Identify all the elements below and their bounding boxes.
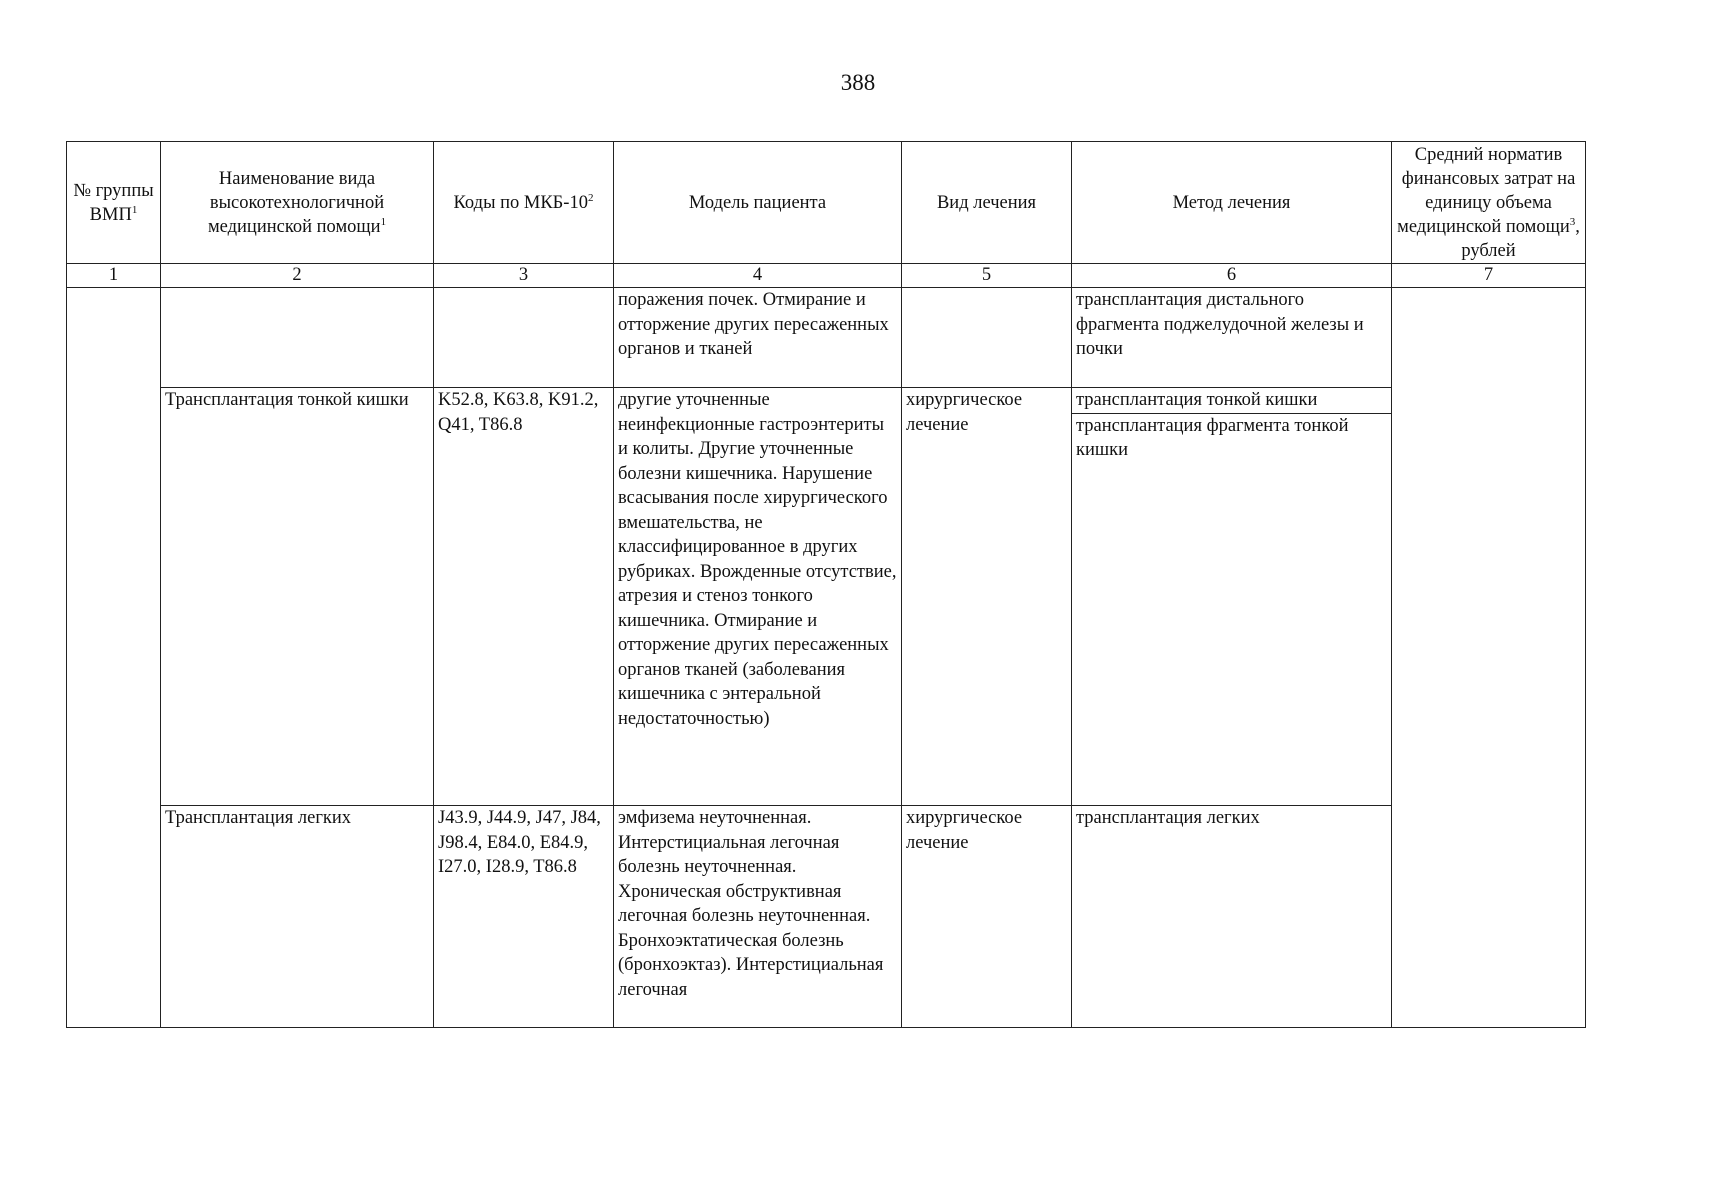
column-number: 4 [614,264,902,288]
treatment-method-cell [1072,388,1392,806]
care-type-name-cell [161,288,434,388]
treatment-method: трансплантация тонкой кишки [1076,390,1318,410]
column-number: 2 [161,264,434,288]
treatment-type-cell: хирургическое лечение [902,806,1072,1028]
group-number-cell [67,288,161,1028]
header-cost-standard: Средний норматив финансовых затрат на единицу объема медицинской помощи$^3$, рублей [1392,142,1586,264]
patient-model-cell: эмфизема неуточненная. Интерстициальная легочная болезнь неуточненная. Хроническая обструктивная легочная болезнь неуточненная. Бронхоэктатическая болезнь (бронхоэктаз). Интерстициальная легочная [614,806,902,1028]
treatment-method-cell [1072,806,1392,1028]
care-type-name-cell: Трансплантация тонкой кишки [161,388,434,806]
column-number: 3 [434,264,614,288]
column-number: 7 [1392,264,1586,288]
column-number: 6 [1072,264,1392,288]
patient-model-cell: поражения почек. Отмирание и отторжение других пересаженных органов и тканей [614,288,902,388]
table-row [67,388,1586,806]
table-row [67,288,1586,388]
column-number: 5 [902,264,1072,288]
patient-model-cell: другие уточненные неинфекционные гастроэнтериты и колиты. Другие уточненные болезни кишечника. Нарушение всасывания после хирургического вмешательства, не классифицированное в других рубриках. Врожденные отсутствие, атрезия и стеноз тонкого кишечника. Отмирание и отторжение других пересаженных органов тканей (заболевания кишечника с энтеральной недостаточностью) [614,388,902,806]
treatment-type-cell: хирургическое лечение [902,388,1072,806]
treatment-method-cell [1072,288,1392,388]
header-row [67,142,1586,264]
header-care-type-name: Наименование вида высокотехнологичной медицинской помощи$^1$ [161,142,434,264]
vmp-table [66,141,1586,1028]
column-number-row [67,264,1586,288]
icd-codes-cell: J43.9, J44.9, J47, J84, J98.4, E84.0, E84.9, I27.0, I28.9, T86.8 [434,806,614,1028]
header-treatment-method: Метод лечения [1072,142,1392,264]
cost-standard-cell [1392,288,1586,1028]
header-treatment-type: Вид лечения [902,142,1072,264]
icd-codes-cell [434,288,614,388]
care-type-name-cell: Трансплантация легких [161,806,434,1028]
header-icd-codes: Коды по МКБ-$10^2$ [434,142,614,264]
header-group-number: № группы ВМП$^1$ [67,142,161,264]
header-patient-model: Модель пациента [614,142,902,264]
table-row [67,806,1586,1028]
treatment-method: трансплантация дистального фрагмента поджелудочной железы и почки [1076,290,1364,359]
column-number: 1 [67,264,161,288]
treatment-method: трансплантация фрагмента тонкой кишки [1072,413,1391,463]
treatment-method: трансплантация легких [1076,808,1260,828]
icd-codes-cell: K52.8, K63.8, K91.2, Q41, T86.8 [434,388,614,806]
page-number: 388 [840,70,876,95]
treatment-type-cell [902,288,1072,388]
